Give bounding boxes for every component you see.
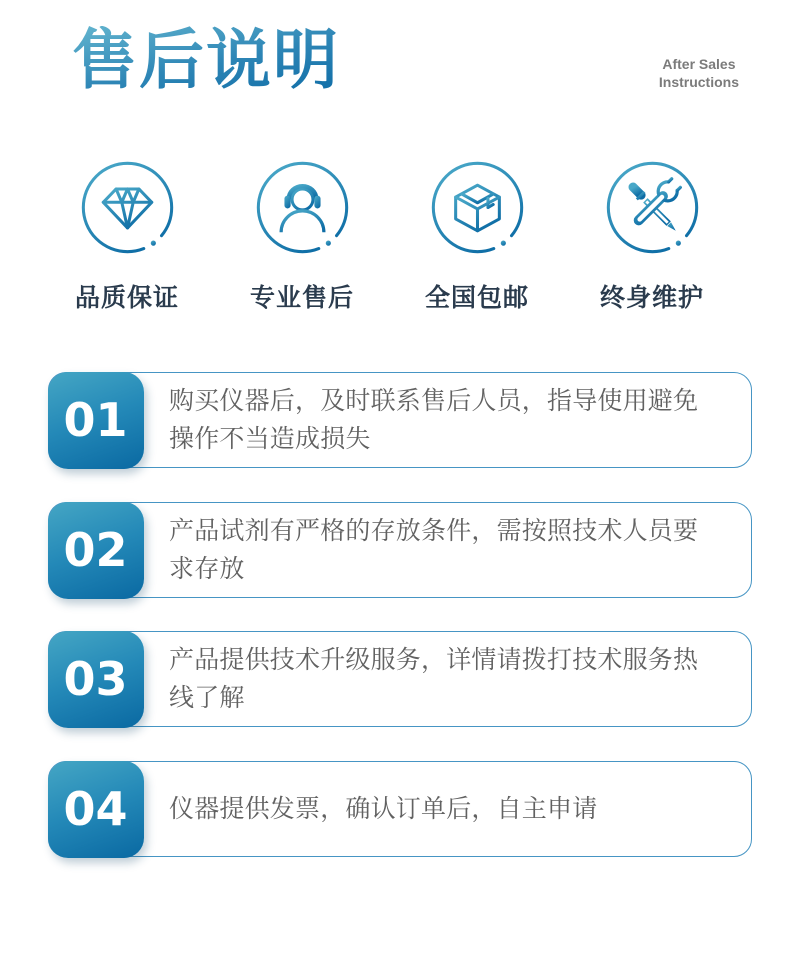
step-number: 02: [63, 523, 128, 577]
feature-label: 品质保证: [74, 284, 179, 312]
step-text: 产品试剂有严格的存放条件，需按照技术人员要求存放: [169, 517, 699, 583]
step-number-badge: [48, 372, 144, 469]
feature-label: 专业售后: [249, 284, 354, 312]
feature-quality-guarantee: [52, 160, 202, 314]
subtitle-line-1: After Sales: [662, 56, 736, 72]
step-number-badge: [48, 631, 144, 728]
feature-label: 全国包邮: [424, 284, 529, 312]
step-text: 购买仪器后，及时联系售后人员，指导使用避免操作不当造成损失: [169, 387, 699, 453]
tools-icon: [605, 160, 700, 255]
diamond-icon: [80, 160, 175, 255]
step-card-03: [48, 631, 752, 727]
step-number: 01: [63, 393, 128, 447]
step-number-badge: [48, 502, 144, 599]
feature-professional-service: [227, 160, 377, 314]
step-text: 产品提供技术升级服务，详情请拨打技术服务热线了解: [169, 646, 699, 712]
step-card-01: [48, 372, 752, 468]
step-number: 04: [63, 782, 128, 836]
step-card-02: [48, 502, 752, 598]
step-card-04: [48, 761, 752, 857]
headset-icon: [255, 160, 350, 255]
step-number: 03: [63, 652, 128, 706]
step-number-badge: [48, 761, 144, 858]
subtitle-line-2: Instructions: [658, 74, 739, 90]
page-title: 售后说明: [72, 25, 341, 97]
step-text: 仪器提供发票，确认订单后，自主申请: [169, 795, 598, 823]
package-icon: [430, 160, 525, 255]
feature-label: 终身维护: [599, 284, 704, 312]
feature-lifetime-maintenance: [577, 160, 727, 314]
features-row: [52, 160, 727, 314]
feature-free-shipping: [402, 160, 552, 314]
page-subtitle-en: [659, 55, 739, 91]
